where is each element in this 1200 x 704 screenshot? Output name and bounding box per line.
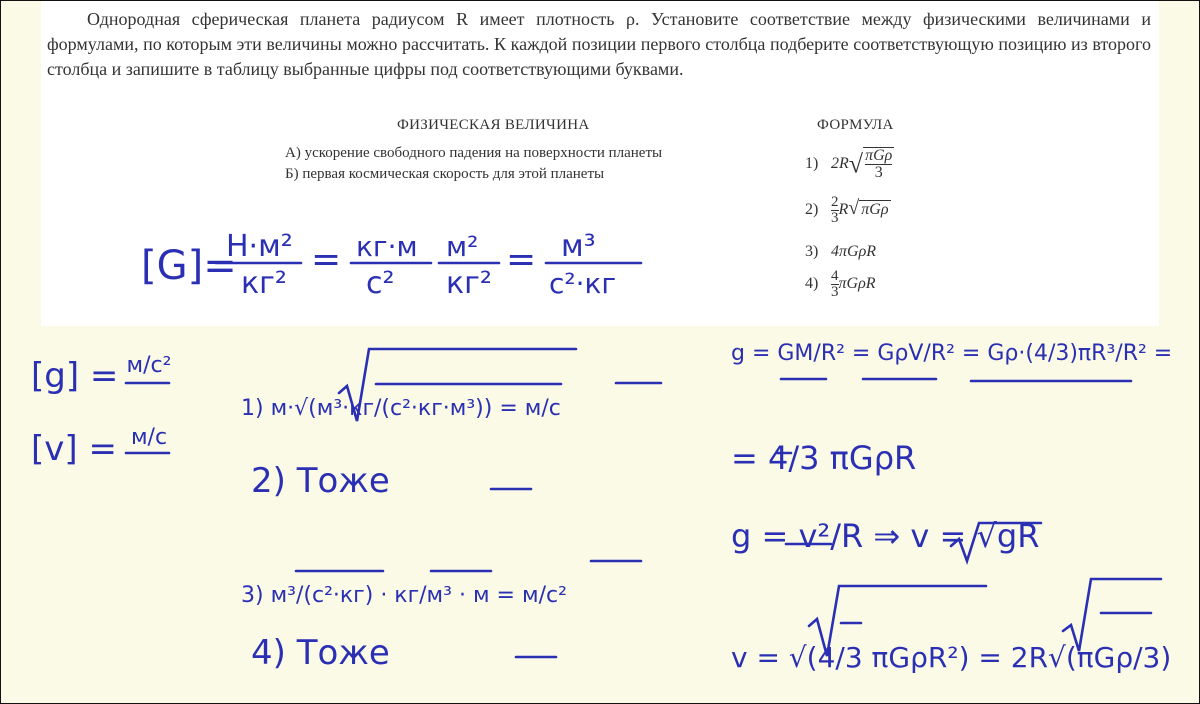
hw-line: 1) м·√(м³·кг/(с²·кг·м³)) = м/с: [241, 396, 561, 421]
hw-line: v = √(4/3 πGρR²) = 2R√(πGρ/3): [731, 641, 1172, 674]
quantity-text: первая космическая скорость для этой планеты: [302, 166, 605, 182]
hw-derive-v: [731, 517, 1039, 555]
formula-mid: R: [838, 201, 849, 219]
hw-line: 3) м³/(с²·кг) · кг/м³ · м = м/с²: [241, 583, 567, 608]
formula-1: 1) 2R√ $\frac{\text{πGρ}}{3}$: [805, 147, 893, 181]
hw-unit-value: м/с: [130, 425, 168, 450]
formula-prefix: 2R: [831, 155, 849, 173]
formula-denominator: 3: [865, 164, 892, 181]
hw-line: 4) Тоже: [251, 633, 390, 673]
hw-line: = 4/3 πGρR: [731, 439, 917, 477]
quantity-letter: А): [285, 145, 301, 161]
formula-numerator: πGρ: [865, 147, 893, 164]
hw-derive-g-result: [731, 439, 916, 477]
hw-unit-m-s2: [119, 353, 179, 378]
hw-unit-m-s: [119, 425, 179, 450]
formula-number: 4): [805, 275, 819, 293]
hw-check-1: [241, 396, 681, 421]
hw-check-4: [251, 633, 390, 673]
hw-denominator: кг²: [241, 266, 287, 301]
formula-2: 2) $\frac{2}{3}$ R√ πGρ: [805, 194, 889, 226]
hw-line: g = v²/R ⇒ v = √gR: [731, 517, 1040, 555]
formula-root: πGρ: [861, 201, 889, 219]
hw-denominator: с²: [366, 266, 395, 301]
formula-number: 2): [805, 201, 819, 219]
hw-denominator: с²·кг: [549, 267, 617, 300]
hw-unit-value: м/с²: [126, 353, 172, 378]
quantity-column-header: ФИЗИЧЕСКАЯ ВЕЛИЧИНА: [397, 117, 590, 133]
hw-derive-v-result: [731, 641, 1171, 674]
formula-number: 3): [805, 243, 819, 260]
quantity-text: ускорение свободного падения на поверхности планеты: [304, 145, 663, 161]
formula-expression: 4πGρR: [831, 243, 877, 260]
hw-equals: =: [311, 239, 342, 280]
formula-frac-denominator: 3: [831, 210, 839, 226]
hw-numerator: кг·м: [356, 230, 418, 263]
hw-derive-g: [731, 341, 1181, 366]
formula-frac-numerator: 4: [831, 268, 839, 284]
hw-numerator: м²: [446, 230, 479, 263]
hw-units-G-bracket: [G]=: [141, 243, 237, 289]
formula-post: πGρR: [838, 275, 876, 293]
formula-number: 1): [805, 155, 819, 173]
formula-frac-denominator: 3: [831, 284, 839, 300]
hw-numerator: м³: [561, 229, 596, 264]
hw-equals: =: [506, 239, 537, 280]
hw-denominator: кг²: [446, 266, 492, 301]
hw-check-2: [251, 461, 390, 501]
quantity-letter: Б): [285, 166, 299, 182]
hw-numerator: H·м²: [226, 229, 293, 264]
hw-line: 2) Тоже: [251, 461, 390, 501]
hw-check-3: [241, 583, 681, 608]
problem-statement: Однородная сферическая планета радиусом R имеет плотность ρ. Установите соответствие между физическими величинами и формулами, по которым эти величины можно рассчитать. К каждой позиции первого столбца подберите соответствующую позицию из второго столбца и запишите в таблицу выбранные цифры под соответствующими буквами.: [47, 9, 1151, 79]
formula-column-header: ФОРМУЛА: [817, 117, 894, 133]
hw-units-v: [31, 429, 117, 469]
hw-v-label: [v] =: [31, 429, 117, 469]
hw-g-label: [g] =: [31, 356, 119, 396]
hw-units-g: [31, 356, 118, 396]
formula-frac-numerator: 2: [831, 194, 839, 210]
hw-line: g = GM/R² = GρV/R² = Gρ·(4/3)πR³/R² =: [731, 341, 1173, 366]
